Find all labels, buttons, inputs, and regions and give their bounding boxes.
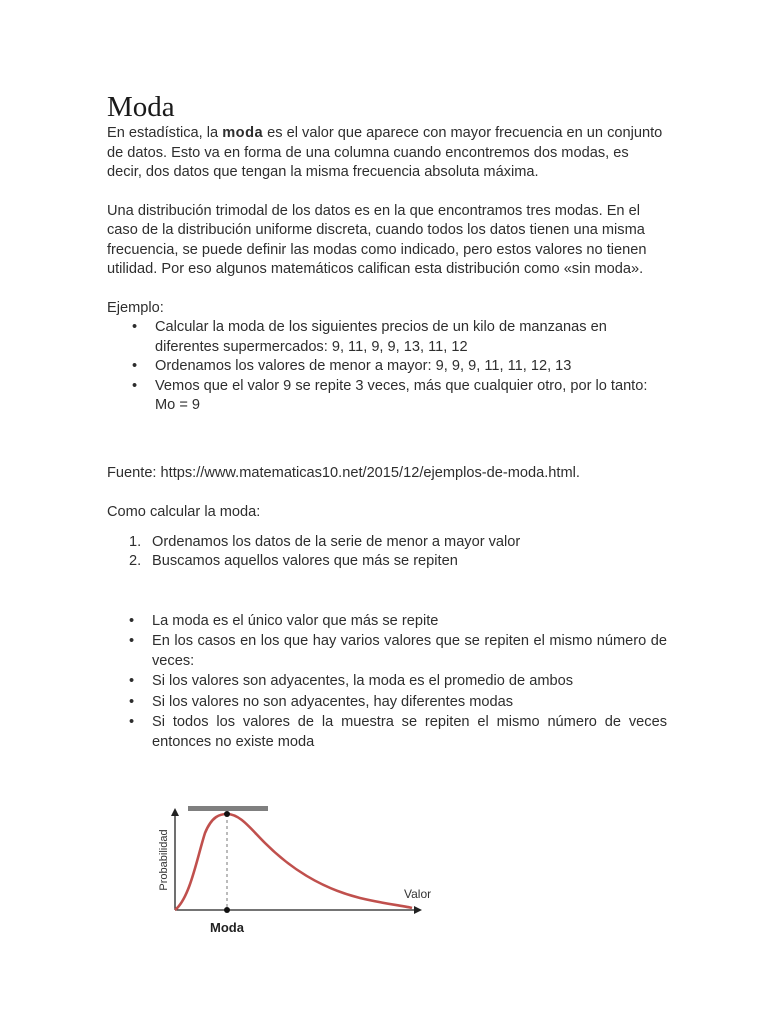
y-axis-arrow	[171, 808, 179, 816]
peak-point	[224, 811, 230, 817]
example-item: • Ordenamos los valores de menor a mayor: 9, 9, 9, 11, 11, 12, 13	[107, 357, 667, 377]
rule-item: • Si los valores son adyacentes, la moda es el promedio de ambos	[107, 672, 667, 692]
page-title: Moda	[107, 91, 175, 123]
example-item: • Calcular la moda de los siguientes precios de un kilo de manzanas en diferentes supermercados: 9, 11, 9, 9, 13, 11, 12	[107, 318, 667, 357]
document-page	[107, 92, 667, 753]
mode-distribution-chart	[150, 798, 450, 943]
distribution-curve	[175, 814, 412, 910]
rule-item: • Si todos los valores de la muestra se repiten el mismo número de veces entonces no existe moda	[107, 713, 667, 752]
howto-label: Como calcular la moda:	[107, 504, 261, 520]
example-item: • Vemos que el valor 9 se repite 3 veces, más que cualquier otro, por lo tanto: Mo = 9	[107, 377, 667, 416]
rule-item: • En los casos en los que hay varios valores que se repiten el mismo número de veces:	[107, 632, 667, 671]
example-label: Ejemplo:	[107, 299, 164, 316]
source-line: Fuente: https://www.matematicas10.net/2015/12/ejemplos-de-moda.html.	[107, 464, 580, 481]
example-list	[107, 318, 667, 416]
rule-item: • Si los valores no son adyacentes, hay diferentes modas	[107, 693, 667, 713]
intro-paragraph	[107, 124, 667, 183]
rule-item: • La moda es el único valor que más se repite	[107, 612, 667, 632]
intro-bold-term: moda	[222, 125, 264, 141]
rules-list	[107, 612, 667, 753]
howto-step: 1. Ordenamos los datos de la serie de menor a mayor valor	[129, 533, 521, 550]
intro-post: es el valor que aparece con mayor frecuencia en un conjunto de datos. Esto va en forma de una columna cuando encontremos dos modas, es decir, dos datos que tengan la misma frecuencia absoluta máxima.	[107, 125, 663, 180]
mode-level-bar	[188, 806, 268, 811]
mode-label: Moda	[210, 920, 244, 935]
trimodal-paragraph: Una distribución trimodal de los datos es en la que encontramos tres modas. En el caso de la distribución uniforme discreta, cuando todos los datos tienen una misma frecuencia, se puede definir las modas como indicado, pero estos valores no tienen utilidad. Por eso algunos matemáticos califican esta distribución como «sin moda».	[107, 202, 647, 277]
howto-step: 2. Buscamos aquellos valores que más se repiten	[129, 553, 458, 569]
mode-point	[224, 907, 230, 913]
howto-steps	[107, 533, 667, 572]
intro-pre: En estadística, la	[107, 125, 223, 141]
x-axis-arrow	[414, 906, 422, 914]
x-axis-label: Valor	[404, 887, 432, 901]
y-axis-label: Probabilidad	[158, 829, 170, 891]
